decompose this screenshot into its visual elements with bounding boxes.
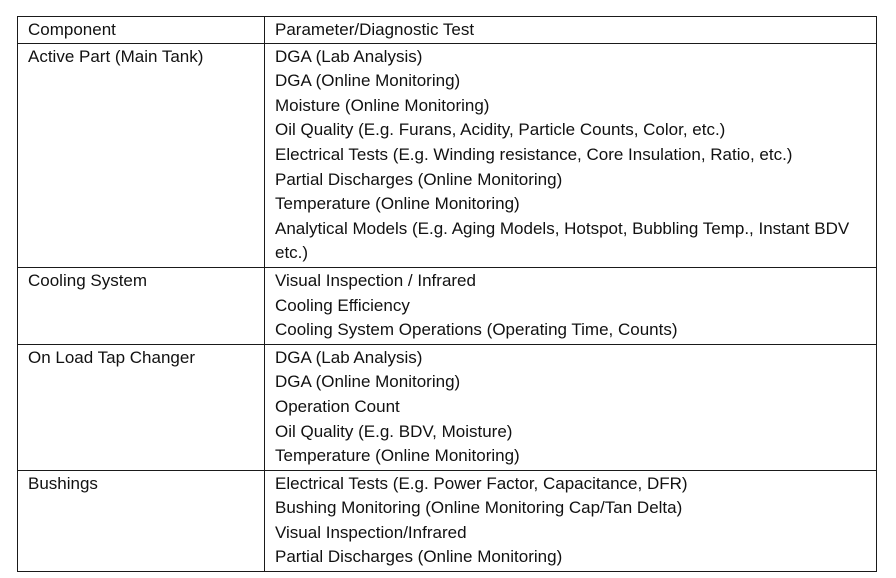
test-item: Temperature (Online Monitoring)	[275, 194, 520, 214]
test-item: Oil Quality (E.g. Furans, Acidity, Particle Counts, Color, etc.)	[275, 120, 726, 140]
test-item: Oil Quality (E.g. BDV, Moisture)	[275, 421, 513, 441]
test-item: DGA (Online Monitoring)	[275, 372, 461, 392]
test-item: Bushing Monitoring (Online Monitoring Cap/Tan Delta)	[275, 498, 683, 518]
header-component: Component	[18, 17, 265, 44]
header-parameter-diagnostic-test: Parameter/Diagnostic Test	[265, 17, 877, 44]
component-cell: On Load Tap Changer	[18, 344, 265, 470]
test-item: Partial Discharges (Online Monitoring)	[275, 547, 563, 567]
test-item: Electrical Tests (E.g. Power Factor, Capacitance, DFR)	[275, 473, 688, 493]
component-diagnostics-table	[17, 16, 877, 572]
component-cell: Active Part (Main Tank)	[18, 43, 265, 267]
tests-cell	[265, 344, 877, 470]
test-item: Cooling System Operations (Operating Time, Counts)	[275, 320, 678, 340]
test-item: DGA (Lab Analysis)	[275, 46, 423, 66]
tests-cell	[265, 43, 877, 267]
table-row-active-part	[18, 43, 877, 267]
tests-cell	[265, 267, 877, 344]
test-item: Visual Inspection / Infrared	[275, 270, 476, 290]
tests-cell	[265, 470, 877, 571]
component-cell: Bushings	[18, 470, 265, 571]
test-item: Analytical Models (E.g. Aging Models, Hotspot, Bubbling Temp., Instant BDV etc.)	[275, 218, 850, 263]
component-cell: Cooling System	[18, 267, 265, 344]
test-item: Visual Inspection/Infrared	[275, 522, 467, 542]
test-item: Moisture (Online Monitoring)	[275, 95, 490, 115]
test-item: Temperature (Online Monitoring)	[275, 446, 520, 466]
table-header-row	[18, 17, 877, 44]
test-item: Operation Count	[275, 396, 400, 416]
table-row-bushings	[18, 470, 877, 571]
test-item: Cooling Efficiency	[275, 295, 410, 315]
test-item: DGA (Lab Analysis)	[275, 347, 423, 367]
test-item: DGA (Online Monitoring)	[275, 71, 461, 91]
test-item: Electrical Tests (E.g. Winding resistance, Core Insulation, Ratio, etc.)	[275, 144, 793, 164]
test-item: Partial Discharges (Online Monitoring)	[275, 169, 563, 189]
table-row-cooling-system	[18, 267, 877, 344]
table-row-on-load-tap-changer	[18, 344, 877, 470]
